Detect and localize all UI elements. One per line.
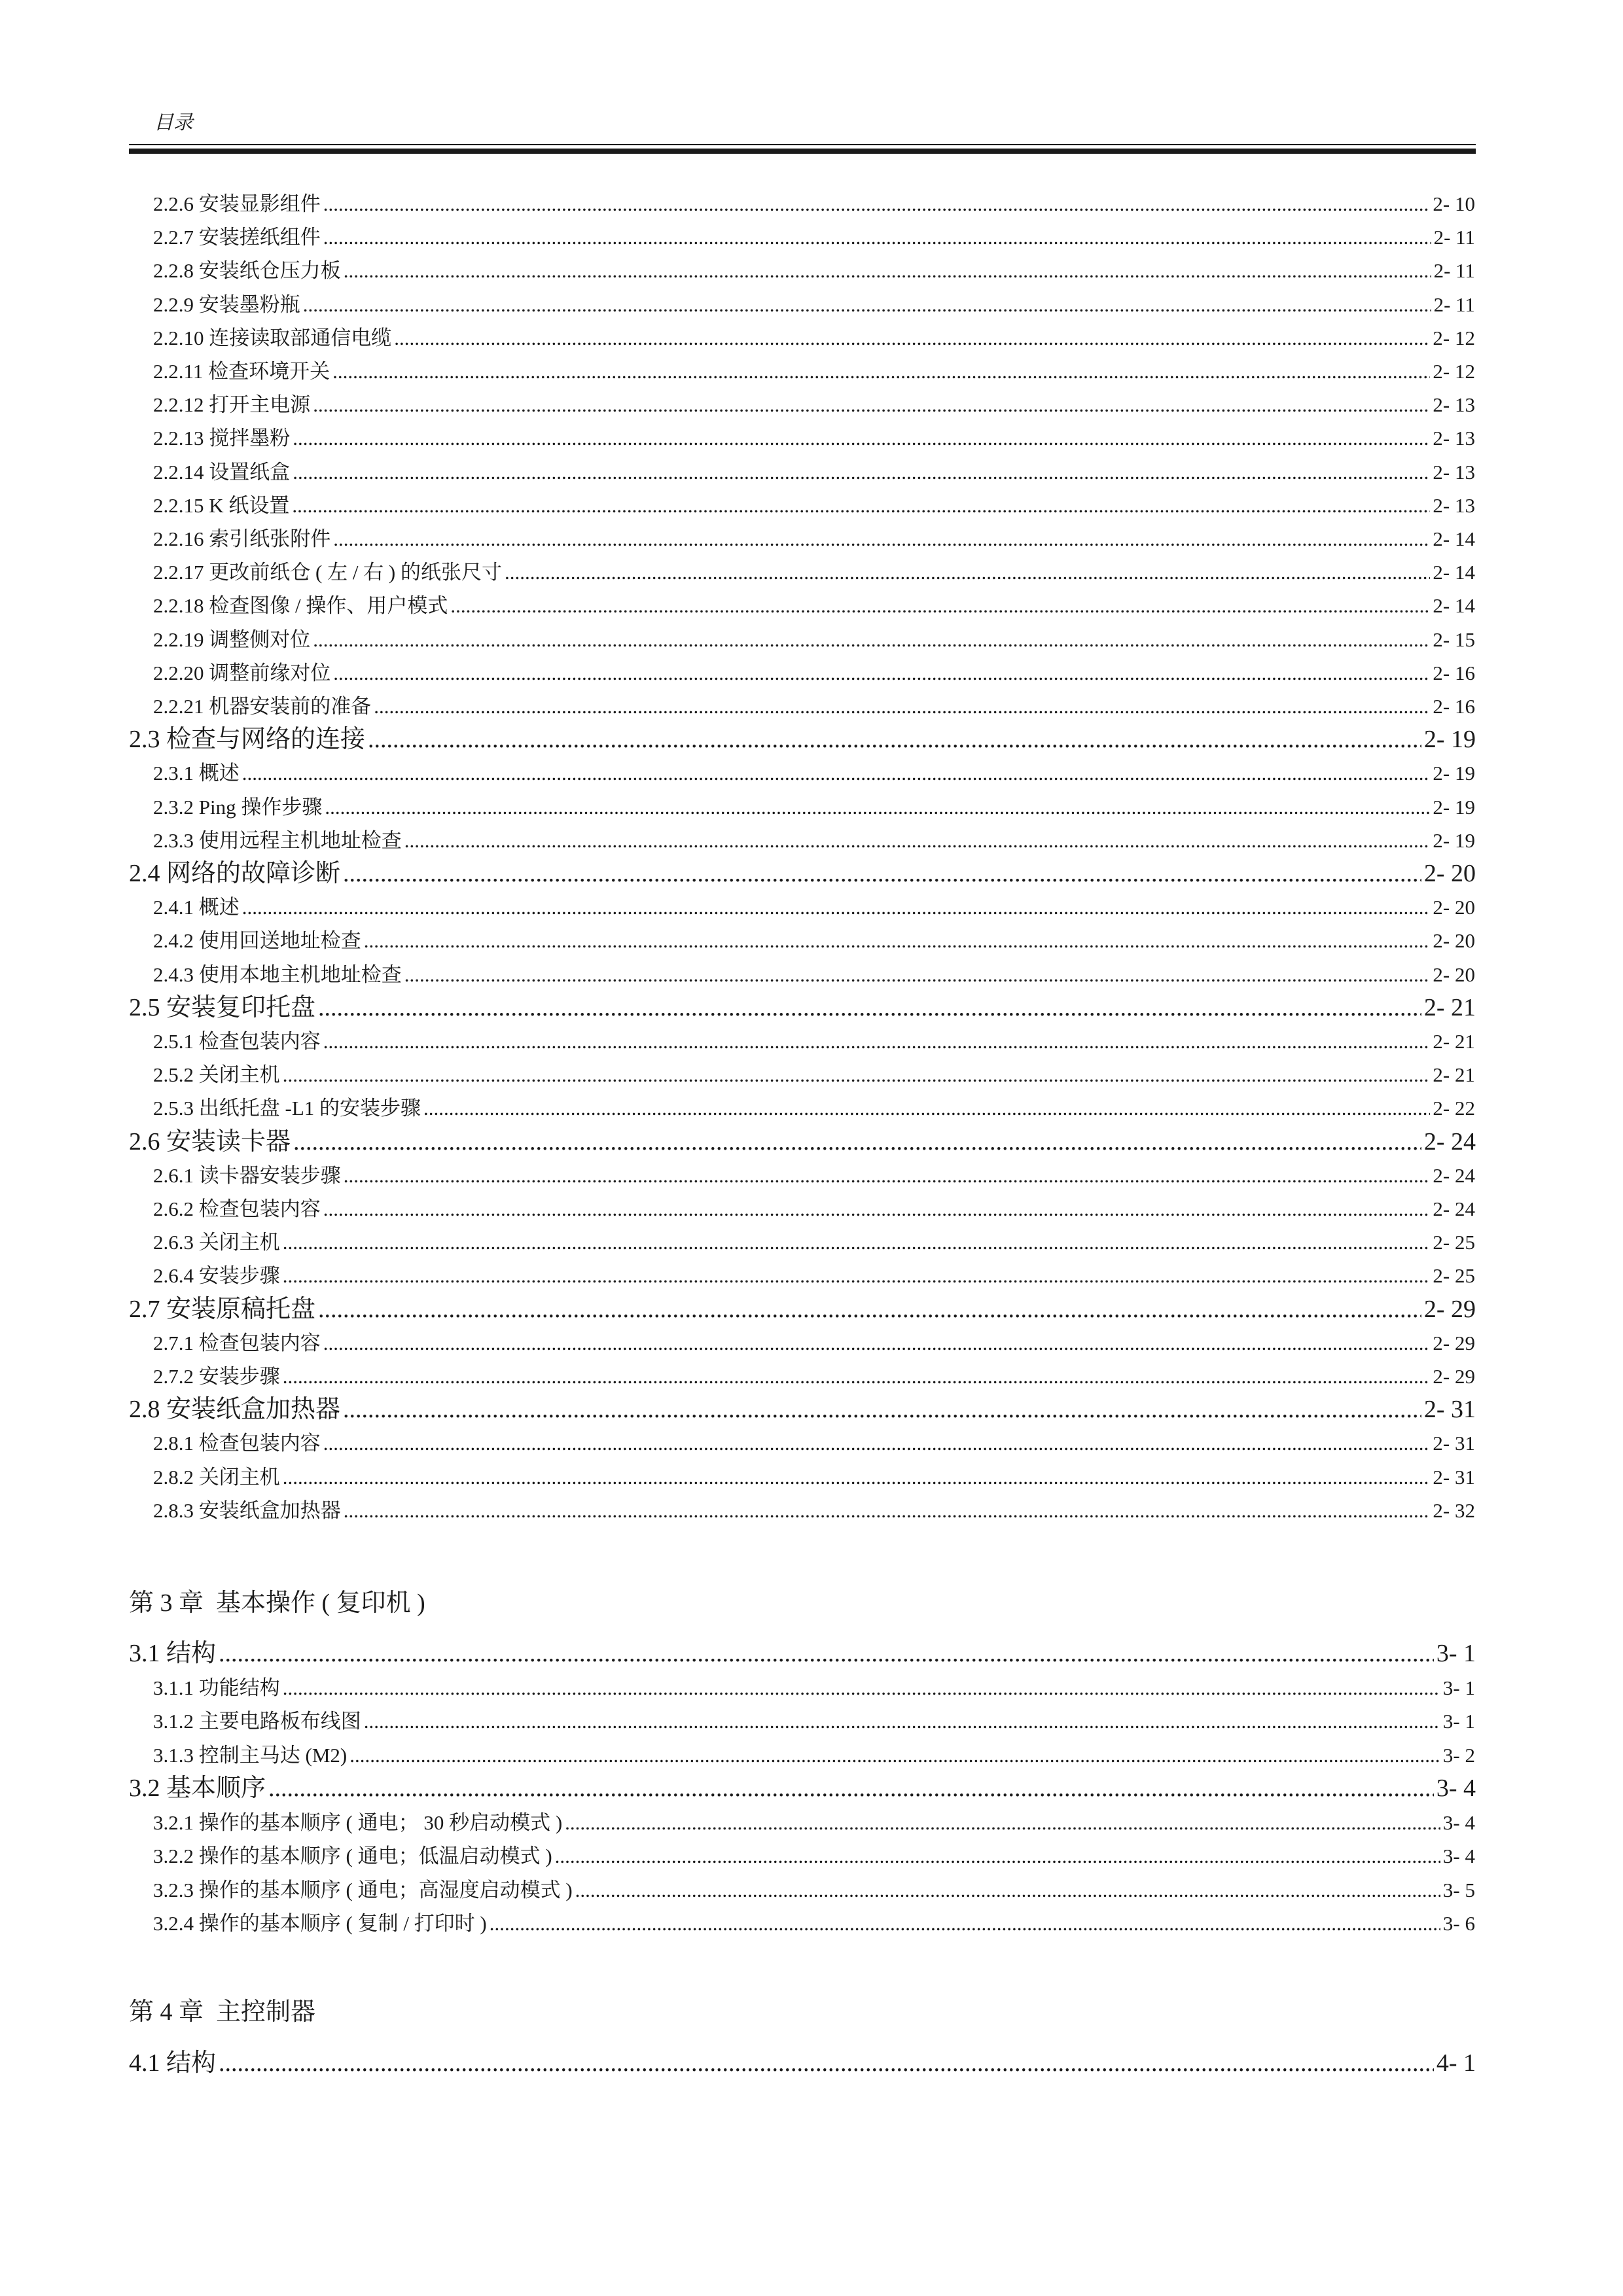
toc-entry-label: 2.4.1 概述 (153, 896, 240, 919)
toc-entry-page: 2- 22 (1433, 1097, 1475, 1120)
toc-entry-page: 3- 1 (1436, 1640, 1476, 1667)
toc-dot-leader (283, 1226, 1431, 1259)
toc-entry-page: 2- 21 (1423, 994, 1476, 1021)
toc-entry-page: 2- 14 (1433, 561, 1475, 584)
toc-entry-page: 3- 6 (1442, 1912, 1475, 1935)
toc-entry-page: 2- 19 (1433, 796, 1475, 819)
toc-dot-leader (292, 489, 1430, 522)
toc-subsection-entry[interactable] (153, 756, 1475, 790)
toc-dot-leader (325, 790, 1430, 824)
toc-entry-page: 2- 24 (1423, 1128, 1476, 1156)
toc-entry-label: 2.2.6 安装显影组件 (153, 192, 321, 215)
toc-entry-page: 2- 13 (1433, 393, 1475, 416)
toc-dot-leader (349, 1739, 1440, 1772)
toc-dot-leader (505, 556, 1430, 589)
toc-dot-leader (283, 1360, 1431, 1393)
toc-entry-label: 3.1.1 功能结构 (153, 1676, 280, 1699)
toc-entry-page: 2- 19 (1433, 829, 1475, 852)
toc-entry-label: 2.2.8 安装纸仓压力板 (153, 259, 341, 282)
toc-subsection-entry[interactable] (153, 1360, 1475, 1393)
toc-dot-leader (313, 623, 1430, 656)
toc-dot-leader (344, 254, 1431, 287)
toc-subsection-entry[interactable] (153, 288, 1475, 321)
toc-subsection-entry[interactable] (153, 1704, 1475, 1738)
toc-dot-leader (323, 187, 1431, 221)
toc-entry-label: 2.2.9 安装墨粉瓶 (153, 293, 300, 316)
header-title: 目录 (154, 112, 193, 133)
toc-dot-leader (268, 1772, 1434, 1805)
toc-dot-leader (303, 288, 1431, 321)
toc-dot-leader (490, 1907, 1440, 1940)
toc-entry-page: 4- 1 (1436, 2049, 1476, 2077)
toc-dot-leader (323, 1025, 1431, 1058)
toc-entry-label: 2.7.2 安装步骤 (153, 1365, 280, 1388)
toc-entry-page: 2- 20 (1433, 896, 1475, 919)
toc-entry-label: 2.2.19 调整侧对位 (153, 628, 311, 651)
toc-subsection-entry[interactable] (153, 1494, 1475, 1527)
toc-entry-page: 2- 24 (1433, 1164, 1475, 1187)
toc-dot-leader (318, 1293, 1421, 1326)
toc-subsection-entry[interactable] (153, 1259, 1475, 1292)
toc-entry-label: 3.2 基本顺序 (129, 1775, 266, 1802)
toc-entry-page: 2- 21 (1433, 1030, 1475, 1053)
toc-entry-label: 2.8.3 安装纸盒加热器 (153, 1499, 341, 1522)
toc-section-entry[interactable] (129, 1393, 1476, 1426)
toc-entry-page: 2- 14 (1433, 527, 1475, 550)
toc-entry-page: 3- 2 (1442, 1744, 1475, 1767)
toc-entry-label: 2.7.1 检查包装内容 (153, 1332, 321, 1354)
toc-entry-page: 2- 29 (1423, 1296, 1476, 1323)
toc-dot-leader (283, 1058, 1431, 1091)
toc-subsection-entry[interactable] (153, 556, 1475, 589)
toc-subsection-entry[interactable] (153, 924, 1475, 957)
toc-entry-label: 2.7 安装原稿托盘 (129, 1296, 316, 1323)
toc-dot-leader (404, 958, 1431, 991)
toc-entry-label: 3.1 结构 (129, 1640, 217, 1667)
toc-dot-leader (283, 1671, 1440, 1704)
chapter-4-heading: 第 4 章 主控制器 (129, 1998, 316, 2026)
toc-dot-leader (364, 924, 1431, 957)
toc-subsection-entry[interactable] (153, 1426, 1475, 1460)
toc-dot-leader (318, 991, 1421, 1025)
toc-entry-label: 2.4.2 使用回送地址检查 (153, 929, 361, 952)
toc-entry-label: 2.2.21 机器安装前的准备 (153, 695, 372, 718)
toc-dot-leader (333, 656, 1430, 690)
toc-dot-leader (219, 1637, 1434, 1670)
toc-entry-page: 2- 32 (1433, 1499, 1475, 1522)
toc-entry-label: 2.2.18 检查图像 / 操作、用户模式 (153, 594, 448, 617)
toc-entry-page: 2- 13 (1433, 427, 1475, 450)
toc-subsection-entry[interactable] (153, 1806, 1475, 1839)
toc-entry-label: 3.2.1 操作的基本顺序 ( 通电； 30 秒启动模式 ) (153, 1811, 563, 1834)
toc-subsection-entry[interactable] (153, 489, 1475, 522)
toc-subsection-entry[interactable] (153, 1907, 1475, 1940)
toc-subsection-entry[interactable] (153, 388, 1475, 421)
toc-entry-page: 2- 24 (1433, 1197, 1475, 1220)
toc-dot-leader (344, 1494, 1431, 1527)
toc-entry-label: 3.1.2 主要电路板布线图 (153, 1710, 361, 1733)
toc-dot-leader (283, 1460, 1431, 1494)
toc-dot-leader (575, 1873, 1440, 1907)
toc-dot-leader (323, 1326, 1431, 1360)
toc-dot-leader (293, 1125, 1421, 1159)
toc-subsection-entry[interactable] (153, 1226, 1475, 1259)
toc-entry-label: 2.3.1 概述 (153, 762, 240, 785)
toc-entry-page: 2- 11 (1433, 259, 1475, 282)
toc-entry-label: 2.6.3 关闭主机 (153, 1231, 280, 1254)
toc-dot-leader (293, 455, 1430, 489)
toc-dot-leader (323, 1192, 1431, 1226)
toc-entry-page: 2- 14 (1433, 594, 1475, 617)
toc-subsection-entry[interactable] (153, 1739, 1475, 1772)
toc-entry-label: 2.3.3 使用远程主机地址检查 (153, 829, 402, 852)
toc-entry-label: 2.2.11 检查环境开关 (153, 360, 330, 383)
toc-entry-page: 2- 11 (1433, 293, 1475, 316)
toc-entry-page: 2- 13 (1433, 461, 1475, 484)
toc-subsection-entry[interactable] (153, 1025, 1475, 1058)
toc-subsection-entry[interactable] (153, 589, 1475, 622)
toc-entry-page: 2- 21 (1433, 1063, 1475, 1086)
toc-dot-leader (242, 891, 1431, 924)
toc-entry-label: 2.2.20 调整前缘对位 (153, 662, 331, 684)
toc-dot-leader (323, 1426, 1431, 1460)
toc-entry-label: 2.6.1 读卡器安装步骤 (153, 1164, 341, 1187)
toc-subsection-entry[interactable] (153, 690, 1475, 723)
toc-subsection-entry[interactable] (153, 421, 1475, 455)
toc-entry-label: 2.5.2 关闭主机 (153, 1063, 280, 1086)
toc-subsection-entry[interactable] (153, 1460, 1475, 1494)
toc-dot-leader (344, 1159, 1431, 1192)
toc-subsection-entry[interactable] (153, 522, 1475, 556)
toc-section-entry[interactable] (129, 991, 1476, 1025)
toc-dot-leader (423, 1091, 1430, 1125)
toc-subsection-entry[interactable] (153, 790, 1475, 824)
toc-dot-leader (404, 824, 1431, 857)
toc-section-entry[interactable] (129, 2047, 1476, 2080)
toc-dot-leader (565, 1806, 1440, 1839)
toc-subsection-entry[interactable] (153, 1873, 1475, 1907)
toc-dot-leader (343, 1393, 1421, 1426)
toc-entry-page: 2- 13 (1433, 494, 1475, 517)
toc-dot-leader (343, 857, 1421, 891)
toc-dot-leader (219, 2047, 1434, 2080)
chapter-3-heading: 第 3 章 基本操作 ( 复印机 ) (129, 1589, 425, 1617)
toc-section-entry[interactable] (129, 723, 1476, 756)
toc-dot-leader (313, 388, 1430, 421)
toc-entry-page: 2- 29 (1433, 1365, 1475, 1388)
toc-entry-page: 2- 19 (1423, 726, 1476, 753)
toc-dot-leader (333, 522, 1430, 556)
toc-subsection-entry[interactable] (153, 891, 1475, 924)
toc-entry-label: 2.2.12 打开主电源 (153, 393, 311, 416)
toc-entry-page: 2- 20 (1433, 963, 1475, 986)
toc-entry-label: 2.8.2 关闭主机 (153, 1466, 280, 1489)
toc-entry-label: 3.2.3 操作的基本顺序 ( 通电；高湿度启动模式 ) (153, 1879, 573, 1901)
toc-subsection-entry[interactable] (153, 1159, 1475, 1192)
toc-subsection-entry[interactable] (153, 1091, 1475, 1125)
toc-entry-page: 3- 5 (1442, 1879, 1475, 1901)
toc-entry-label: 3.2.2 操作的基本顺序 ( 通电；低温启动模式 ) (153, 1845, 552, 1867)
toc-dot-leader (394, 321, 1430, 355)
toc-subsection-entry[interactable] (153, 321, 1475, 355)
toc-entry-label: 2.2.15 K 纸设置 (153, 494, 290, 517)
toc-entry-page: 2- 29 (1433, 1332, 1475, 1354)
toc-section-entry[interactable] (129, 857, 1476, 891)
toc-subsection-entry[interactable] (153, 1058, 1475, 1091)
toc-subsection-entry[interactable] (153, 1839, 1475, 1873)
toc-entry-page: 2- 10 (1433, 192, 1475, 215)
toc-entry-page: 2- 31 (1433, 1432, 1475, 1455)
toc-subsection-entry[interactable] (153, 1192, 1475, 1226)
toc-entry-label: 2.2.7 安装搓纸组件 (153, 226, 321, 249)
toc-entry-page: 3- 4 (1442, 1845, 1475, 1867)
toc-dot-leader (323, 221, 1431, 254)
toc-subsection-entry[interactable] (153, 1671, 1475, 1704)
toc-subsection-entry[interactable] (153, 1326, 1475, 1360)
toc-entry-label: 2.4.3 使用本地主机地址检查 (153, 963, 402, 986)
toc-section-entry[interactable] (129, 1772, 1476, 1805)
toc-section-entry[interactable] (129, 1637, 1476, 1670)
toc-entry-label: 2.2.16 索引纸张附件 (153, 527, 331, 550)
toc-entry-page: 2- 25 (1433, 1264, 1475, 1287)
toc-dot-leader (293, 421, 1430, 455)
toc-entry-label: 3.1.3 控制主马达 (M2) (153, 1744, 348, 1767)
toc-entry-label: 4.1 结构 (129, 2049, 217, 2077)
toc-entry-label: 2.2.10 连接读取部通信电缆 (153, 327, 392, 349)
toc-entry-label: 2.3 检查与网络的连接 (129, 726, 366, 753)
toc-section-entry[interactable] (129, 1125, 1476, 1159)
toc-dot-leader (555, 1839, 1440, 1873)
toc-entry-label: 2.5.1 检查包装内容 (153, 1030, 321, 1053)
toc-entry-page: 2- 31 (1433, 1466, 1475, 1489)
toc-entry-page: 2- 19 (1433, 762, 1475, 785)
toc-subsection-entry[interactable] (153, 958, 1475, 991)
toc-entry-page: 3- 1 (1442, 1676, 1475, 1699)
toc-entry-label: 2.6.2 检查包装内容 (153, 1197, 321, 1220)
toc-entry-label: 2.2.13 搅拌墨粉 (153, 427, 291, 450)
toc-entry-label: 2.3.2 Ping 操作步骤 (153, 796, 323, 819)
toc-subsection-entry[interactable] (153, 221, 1475, 254)
toc-entry-page: 2- 20 (1433, 929, 1475, 952)
toc-section-entry[interactable] (129, 1293, 1476, 1326)
toc-entry-label: 2.8 安装纸盒加热器 (129, 1396, 341, 1423)
toc-dot-leader (364, 1704, 1440, 1738)
toc-entry-page: 2- 31 (1423, 1396, 1476, 1423)
toc-entry-page: 2- 20 (1423, 860, 1476, 887)
toc-subsection-entry[interactable] (153, 656, 1475, 690)
toc-dot-leader (450, 589, 1430, 622)
toc-dot-leader (242, 756, 1431, 790)
toc-entry-label: 2.5.3 出纸托盘 -L1 的安装步骤 (153, 1097, 421, 1120)
toc-entry-page: 3- 1 (1442, 1710, 1475, 1733)
toc-entry-page: 3- 4 (1442, 1811, 1475, 1834)
toc-entry-label: 2.5 安装复印托盘 (129, 994, 316, 1021)
toc-entry-page: 3- 4 (1436, 1775, 1476, 1802)
toc-entry-page: 2- 16 (1433, 695, 1475, 718)
toc-entry-page: 2- 12 (1433, 360, 1475, 383)
toc-dot-leader (374, 690, 1430, 723)
toc-entry-page: 2- 25 (1433, 1231, 1475, 1254)
toc-entry-page: 2- 12 (1433, 327, 1475, 349)
toc-entry-label: 2.6 安装读卡器 (129, 1128, 291, 1156)
toc-entry-page: 2- 16 (1433, 662, 1475, 684)
toc-subsection-entry[interactable] (153, 824, 1475, 857)
toc-entry-label: 3.2.4 操作的基本顺序 ( 复制 / 打印时 ) (153, 1912, 487, 1935)
toc-entry-label: 2.4 网络的故障诊断 (129, 860, 341, 887)
toc-subsection-entry[interactable] (153, 254, 1475, 287)
toc-entry-label: 2.6.4 安装步骤 (153, 1264, 280, 1287)
toc-dot-leader (368, 723, 1421, 756)
toc-entry-page: 2- 11 (1433, 226, 1475, 249)
toc-entry-page: 2- 15 (1433, 628, 1475, 651)
toc-dot-leader (283, 1259, 1431, 1292)
toc-entry-label: 2.8.1 检查包装内容 (153, 1432, 321, 1455)
toc-subsection-entry[interactable] (153, 355, 1475, 388)
toc-entry-label: 2.2.17 更改前纸仓 ( 左 / 右 ) 的纸张尺寸 (153, 561, 503, 584)
toc-dot-leader (332, 355, 1430, 388)
toc-entry-label: 2.2.14 设置纸盒 (153, 461, 291, 484)
toc-subsection-entry[interactable] (153, 455, 1475, 489)
toc-subsection-entry[interactable] (153, 187, 1475, 221)
toc-subsection-entry[interactable] (153, 623, 1475, 656)
